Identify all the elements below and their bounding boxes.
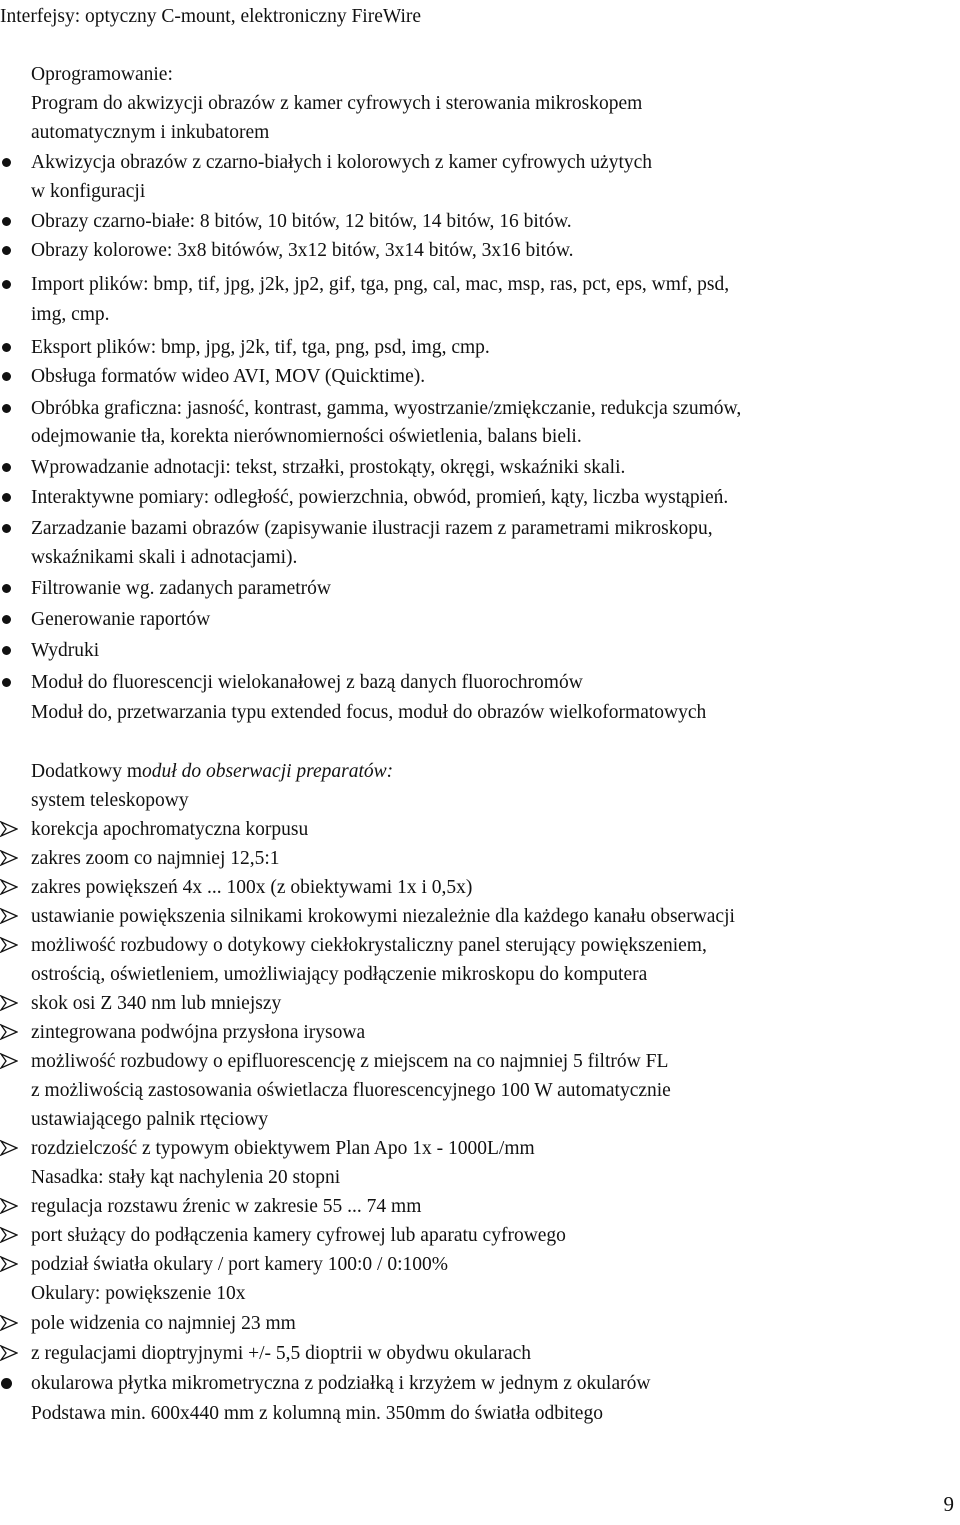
arrowhead-bullet-icon bbox=[0, 878, 18, 896]
arrowhead-bullet-icon bbox=[0, 1226, 18, 1244]
list-item-text: Obróbka graficzna: jasność, kontrast, gamma, wyostrzanie/zmiękczanie, redukcja szumów, bbox=[31, 398, 742, 419]
software-heading: Oprogramowanie: bbox=[31, 64, 173, 85]
bullet-icon bbox=[2, 158, 11, 167]
bullet-icon bbox=[2, 463, 11, 472]
list-item-text: Okulary: powiększenie 10x bbox=[31, 1283, 246, 1304]
interfaces-line: Interfejsy: optyczny C-mount, elektroniczny FireWire bbox=[0, 6, 422, 27]
list-item-text: ustawianie powiększenia silnikami krokowymi niezależnie dla każdego kanału obserwacji bbox=[31, 906, 735, 927]
arrowhead-bullet-icon bbox=[0, 907, 18, 925]
arrowhead-bullet-icon bbox=[0, 994, 18, 1012]
list-item-text: okularowa płytka mikrometryczna z podziałką i krzyżem w jednym z okularów bbox=[31, 1373, 651, 1394]
page-number: 9 bbox=[943, 1492, 954, 1516]
arrowhead-bullet-icon bbox=[0, 1052, 18, 1070]
list-item-text: Obsługa formatów wideo AVI, MOV (Quicktime). bbox=[31, 366, 426, 387]
list-item-text: zakres powiększeń 4x ... 100x (z obiektywami 1x i 0,5x) bbox=[31, 877, 473, 898]
module-heading-part: Dodatkowy m bbox=[31, 761, 143, 782]
list-item-text: Nasadka: stały kąt nachylenia 20 stopni bbox=[31, 1167, 341, 1188]
list-item-text: odejmowanie tła, korekta nierównomierności oświetlenia, balans bieli. bbox=[31, 426, 582, 447]
list-item-text: Obrazy kolorowe: 3x8 bitówów, 3x12 bitów, 3x14 bitów, 3x16 bitów. bbox=[31, 240, 574, 261]
bullet-icon bbox=[1, 1378, 12, 1389]
list-item-text: Interaktywne pomiary: odległość, powierzchnia, obwód, promień, kąty, liczba wystąpień. bbox=[31, 487, 729, 508]
bullet-icon bbox=[2, 372, 11, 381]
list-item-text: pole widzenia co najmniej 23 mm bbox=[31, 1313, 296, 1334]
list-item-text: img, cmp. bbox=[31, 304, 110, 325]
arrowhead-bullet-icon bbox=[0, 1344, 18, 1362]
bullet-icon bbox=[2, 678, 11, 687]
list-item-text: zintegrowana podwójna przysłona irysowa bbox=[31, 1022, 366, 1043]
list-item-text: wskaźnikami skali i adnotacjami). bbox=[31, 547, 298, 568]
list-item-text: Wydruki bbox=[31, 640, 100, 661]
list-item-text: port służący do podłączenia kamery cyfrowej lub aparatu cyfrowego bbox=[31, 1225, 566, 1246]
list-item-text: ostrością, oświetleniem, umożliwiający podłączenie mikroskopu do komputera bbox=[31, 964, 648, 985]
list-item-text: możliwość rozbudowy o epifluorescencję z miejscem na co najmniej 5 filtrów FL bbox=[31, 1051, 669, 1072]
bullet-icon bbox=[2, 584, 11, 593]
arrowhead-bullet-icon bbox=[0, 820, 18, 838]
bullet-icon bbox=[2, 280, 11, 289]
list-item-text: możliwość rozbudowy o dotykowy ciekłokrystaliczny panel sterujący powiększeniem, bbox=[31, 935, 707, 956]
arrowhead-bullet-icon bbox=[0, 1139, 18, 1157]
list-item-text: Akwizycja obrazów z czarno-białych i kolorowych z kamer cyfrowych użytych bbox=[31, 152, 653, 173]
list-item-text: Moduł do, przetwarzania typu extended focus, moduł do obrazów wielkoformatowych bbox=[31, 702, 707, 723]
arrowhead-bullet-icon bbox=[0, 936, 18, 954]
bullet-icon bbox=[2, 524, 11, 533]
list-item-text: Zarzadzanie bazami obrazów (zapisywanie ilustracji razem z parametrami mikroskopu, bbox=[31, 518, 713, 539]
list-item-text: rozdzielczość z typowym obiektywem Plan Apo 1x - 1000L/mm bbox=[31, 1138, 535, 1159]
bullet-icon bbox=[2, 646, 11, 655]
bullet-icon bbox=[2, 493, 11, 502]
list-item-text: Generowanie raportów bbox=[31, 609, 211, 630]
arrowhead-bullet-icon bbox=[0, 849, 18, 867]
list-item-text: w konfiguracji bbox=[31, 181, 146, 202]
module-subtitle: system teleskopowy bbox=[31, 790, 189, 811]
list-item-text: z możliwością zastosowania oświetlacza fluorescencyjnego 100 W automatycznie bbox=[31, 1080, 671, 1101]
bullet-icon bbox=[2, 404, 11, 413]
list-item-text: Eksport plików: bmp, jpg, j2k, tif, tga, png, psd, img, cmp. bbox=[31, 337, 490, 358]
software-desc-line: Program do akwizycji obrazów z kamer cyfrowych i sterowania mikroskopem bbox=[31, 93, 643, 114]
bullet-icon bbox=[2, 217, 11, 226]
arrowhead-bullet-icon bbox=[0, 1023, 18, 1041]
list-item-text: regulacja rozstawu źrenic w zakresie 55 ... 74 mm bbox=[31, 1196, 422, 1217]
list-item-text: skok osi Z 340 nm lub mniejszy bbox=[31, 993, 282, 1014]
bullet-icon bbox=[2, 246, 11, 255]
list-item-text: podział światła okulary / port kamery 100:0 / 0:100% bbox=[31, 1254, 448, 1275]
list-item-text: Import plików: bmp, tif, jpg, j2k, jp2, gif, tga, png, cal, mac, msp, ras, pct, eps, wmf, psd, bbox=[31, 274, 730, 295]
list-item-text: ustawiającego palnik rtęciowy bbox=[31, 1109, 269, 1130]
arrowhead-bullet-icon bbox=[0, 1314, 18, 1332]
list-item-text: korekcja apochromatyczna korpusu bbox=[31, 819, 309, 840]
list-item-text: zakres zoom co najmniej 12,5:1 bbox=[31, 848, 280, 869]
list-item-text: Podstawa min. 600x440 mm z kolumną min. 350mm do światła odbitego bbox=[31, 1403, 603, 1424]
list-item-text: Filtrowanie wg. zadanych parametrów bbox=[31, 578, 331, 599]
bullet-icon bbox=[2, 615, 11, 624]
module-heading-italic: oduł do obserwacji preparatów: bbox=[142, 761, 394, 782]
module-heading bbox=[31, 757, 393, 786]
software-desc-line: automatycznym i inkubatorem bbox=[31, 122, 270, 143]
arrowhead-bullet-icon bbox=[0, 1255, 18, 1273]
list-item-text: Obrazy czarno-białe: 8 bitów, 10 bitów, 12 bitów, 14 bitów, 16 bitów. bbox=[31, 211, 572, 232]
arrowhead-bullet-icon bbox=[0, 1197, 18, 1215]
bullet-icon bbox=[2, 343, 11, 352]
list-item-text: Moduł do fluorescencji wielokanałowej z bazą danych fluorochromów bbox=[31, 672, 583, 693]
list-item-text: z regulacjami dioptryjnymi +/- 5,5 dioptrii w obydwu okularach bbox=[31, 1343, 532, 1364]
list-item-text: Wprowadzanie adnotacji: tekst, strzałki, prostokąty, okręgi, wskaźniki skali. bbox=[31, 457, 626, 478]
